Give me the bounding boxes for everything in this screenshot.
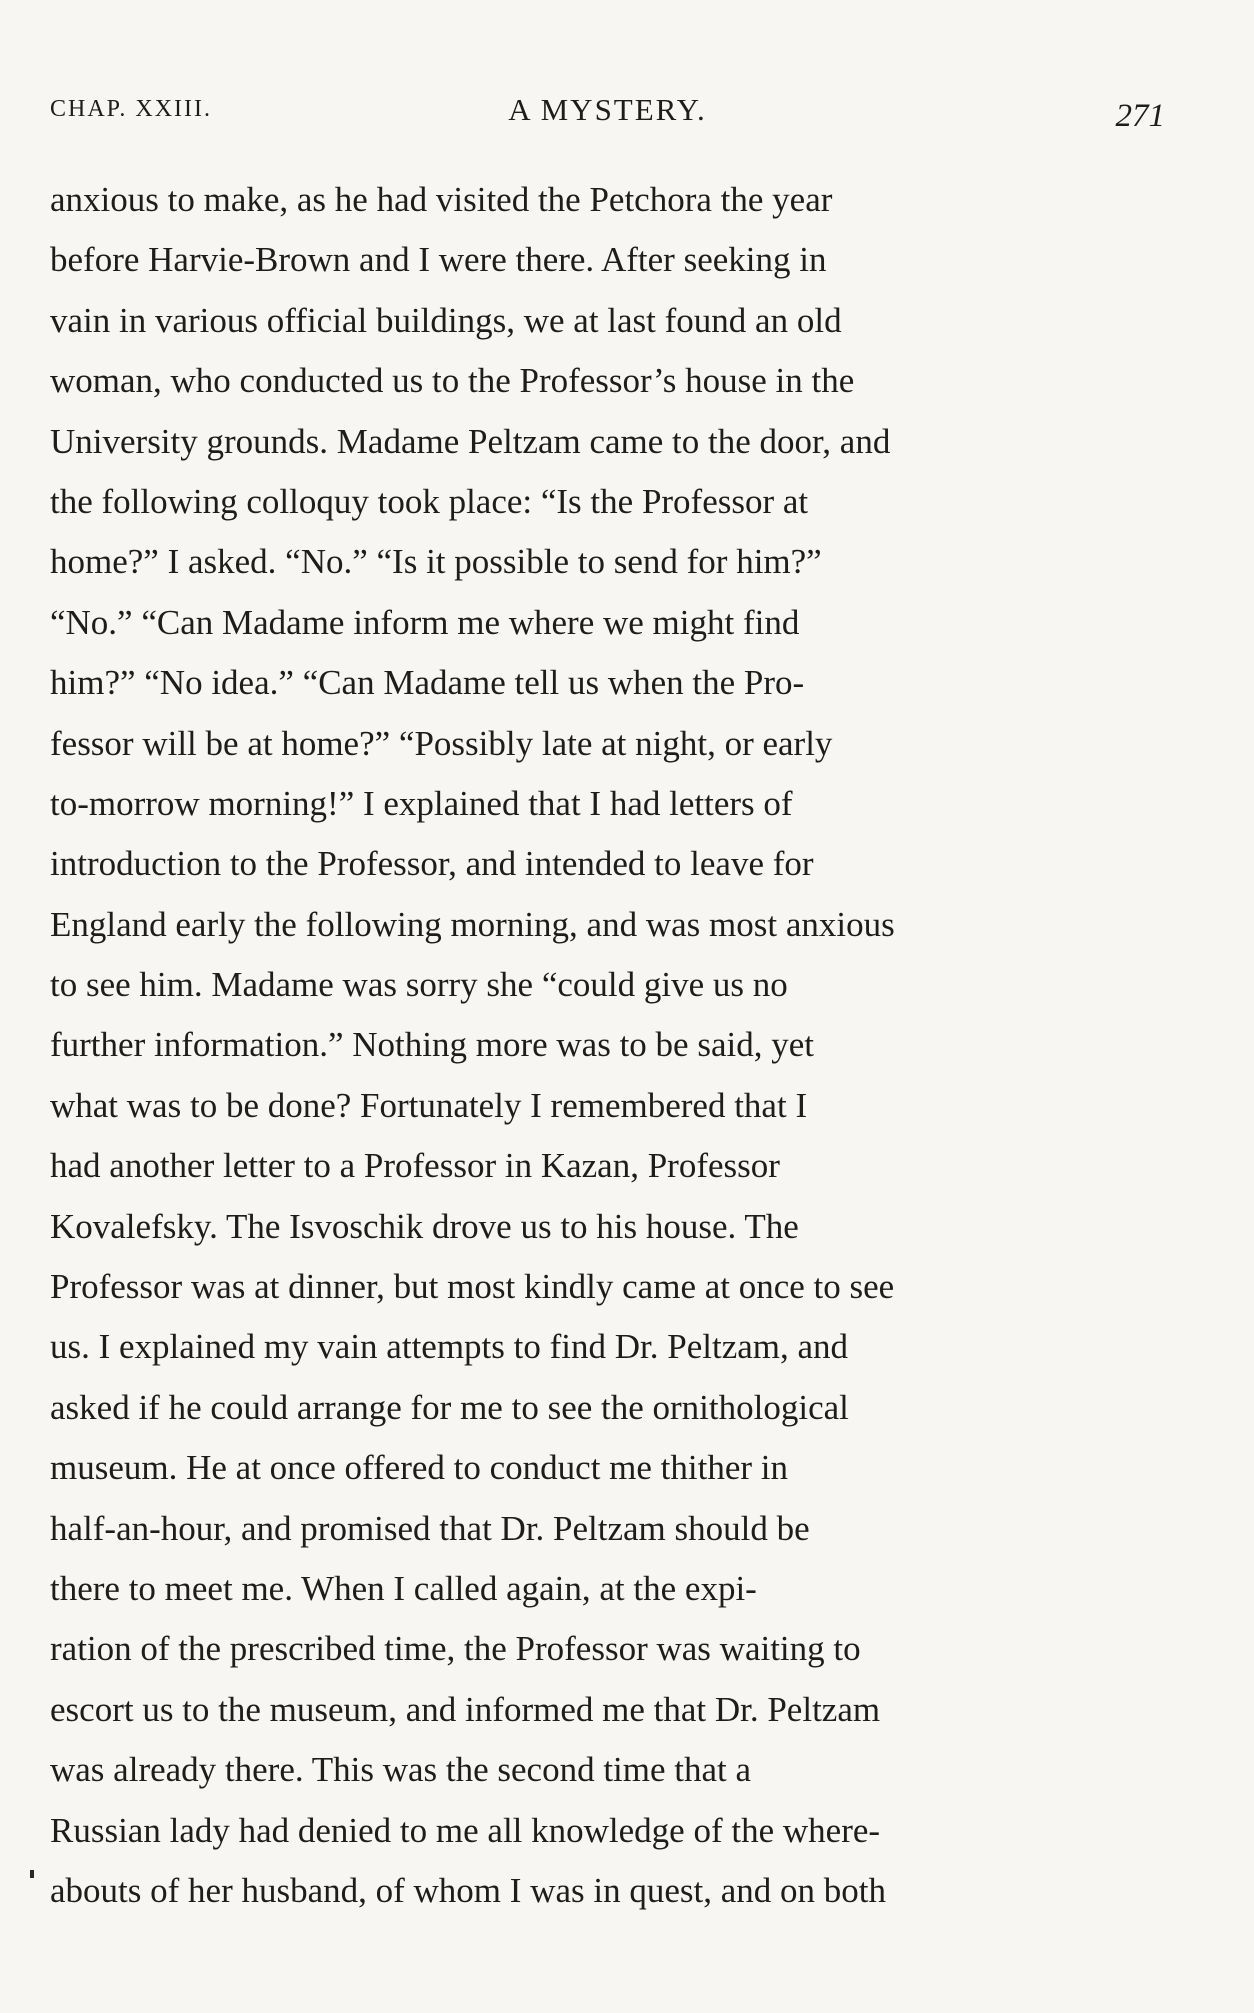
text-line: was already there. This was the second time that a xyxy=(50,1750,752,1790)
running-head xyxy=(50,92,1165,132)
text-line: before Harvie-Brown and I were there. After seeking in xyxy=(50,240,827,280)
text-line: Kovalefsky. The Isvoschik drove us to his house. The xyxy=(50,1206,799,1246)
text-line: the following colloquy took place: “Is the Professor at xyxy=(50,481,809,521)
text-line: woman, who conducted us to the Professor’s house in the xyxy=(50,361,855,401)
text-line: England early the following morning, and was most anxious xyxy=(50,904,895,944)
text-line: University grounds. Madame Peltzam came to the door, and xyxy=(50,421,891,461)
text-line: to-morrow morning!” I explained that I had letters of xyxy=(50,783,793,823)
body-text xyxy=(50,170,1165,1921)
text-line: had another letter to a Professor in Kazan, Professor xyxy=(50,1146,780,1186)
text-line: “No.” “Can Madame inform me where we might find xyxy=(50,602,800,642)
text-line: half-an-hour, and promised that Dr. Peltzam should be xyxy=(50,1508,810,1548)
text-line: home?” I asked. “No.” “Is it possible to send for him?” xyxy=(50,542,822,582)
text-line: Russian lady had denied to me all knowledge of the where- xyxy=(50,1810,881,1850)
text-line: introduction to the Professor, and intended to leave for xyxy=(50,844,814,884)
text-line: there to meet me. When I called again, at the expi- xyxy=(50,1568,757,1608)
text-line: him?” “No idea.” “Can Madame tell us when the Pro- xyxy=(50,663,805,703)
text-line: asked if he could arrange for me to see the ornithological xyxy=(50,1387,849,1427)
chapter-heading: CHAP. XXIII. xyxy=(50,96,212,122)
text-line: vain in various official buildings, we at last found an old xyxy=(50,300,842,340)
page-title: A MYSTERY. xyxy=(508,92,707,127)
text-line: us. I explained my vain attempts to find Dr. Peltzam, and xyxy=(50,1327,849,1367)
text-line: escort us to the museum, and informed me that Dr. Peltzam xyxy=(50,1689,881,1729)
text-line: what was to be done? Fortunately I remembered that I xyxy=(50,1085,808,1125)
text-line: fessor will be at home?” “Possibly late at night, or early xyxy=(50,723,833,763)
text-line: anxious to make, as he had visited the Petchora the year xyxy=(50,180,833,219)
page-number: 271 xyxy=(1115,98,1165,134)
text-line: to see him. Madame was sorry she “could give us no xyxy=(50,965,788,1005)
text-line: Professor was at dinner, but most kindly came at once to see xyxy=(50,1267,895,1307)
text-line: museum. He at once offered to conduct me thither in xyxy=(50,1448,789,1488)
text-line: ration of the prescribed time, the Professor was waiting to xyxy=(50,1629,861,1669)
text-line: further information.” Nothing more was to be said, yet xyxy=(50,1025,814,1065)
text-line: abouts of her husband, of whom I was in quest, and on both xyxy=(50,1870,886,1910)
print-mark xyxy=(30,1870,34,1878)
